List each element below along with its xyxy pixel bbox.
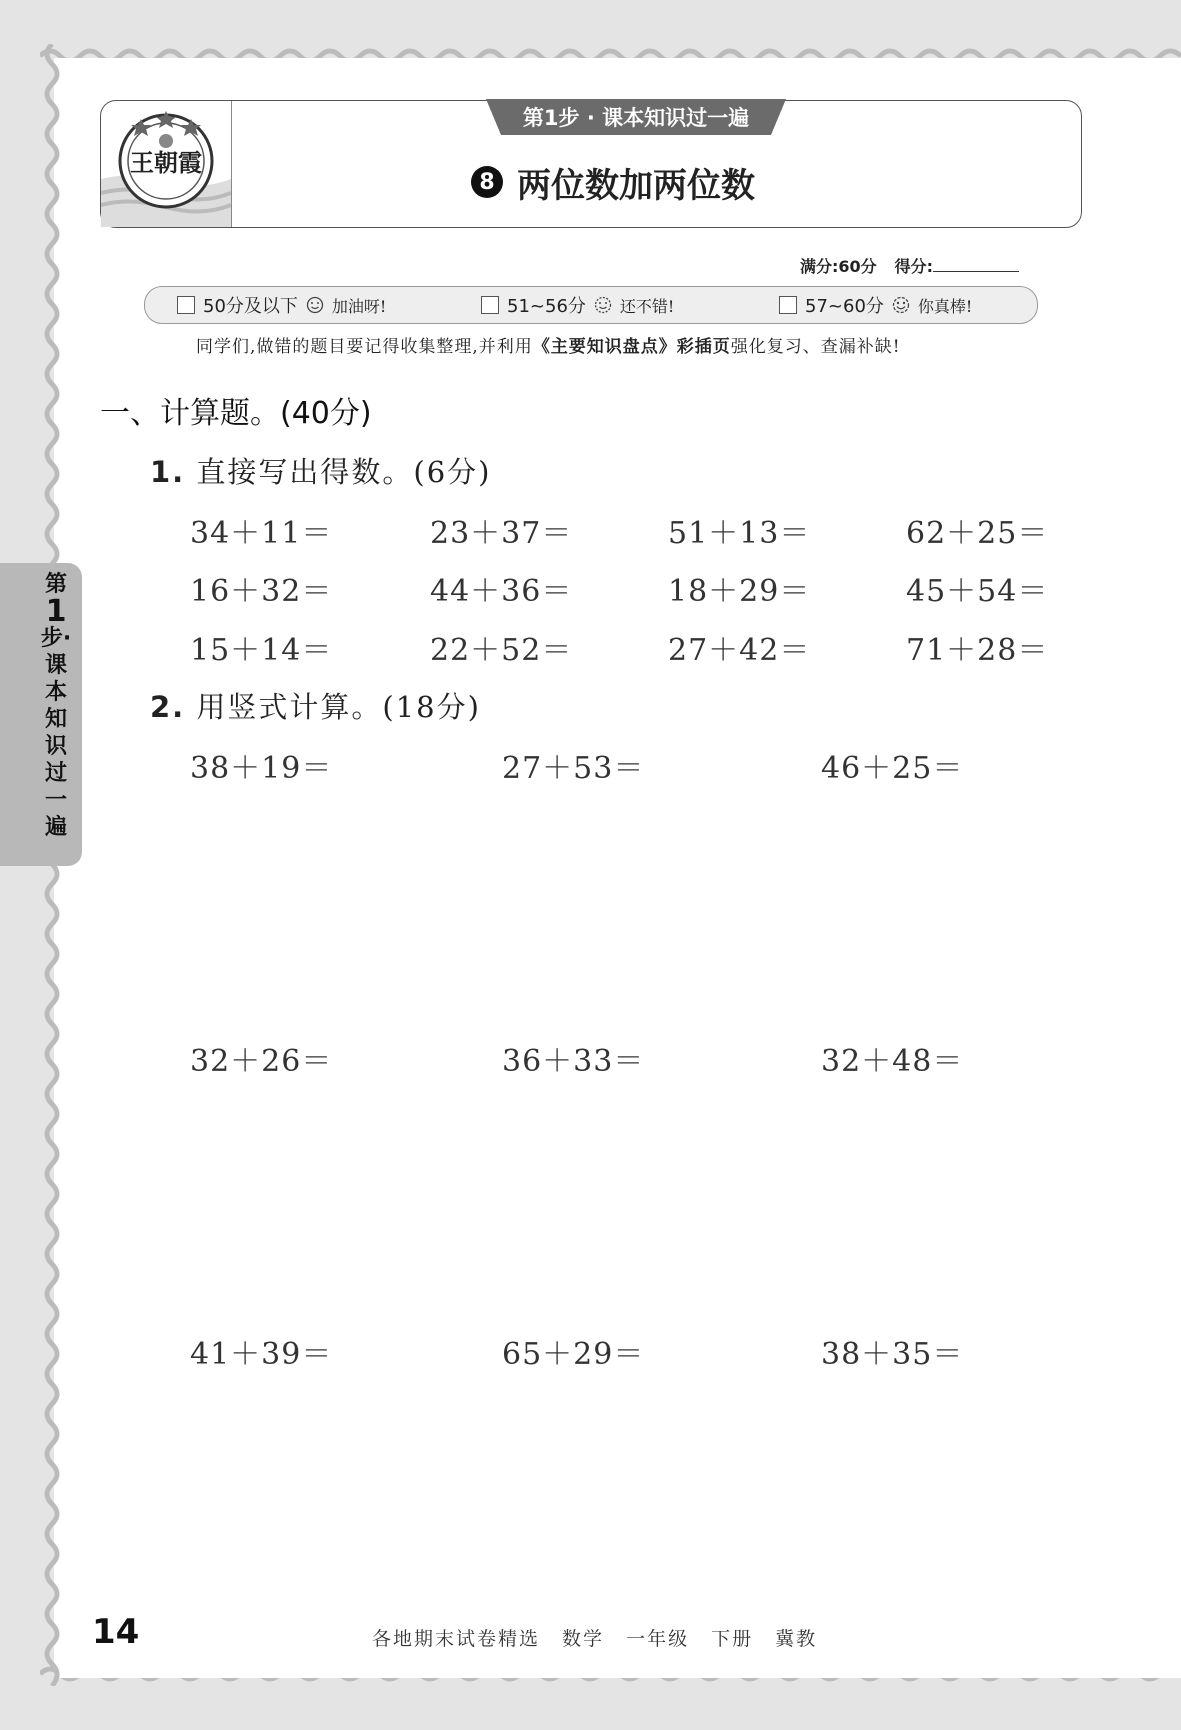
footer-title: 各地期末试卷精选 数学 一年级 下册 冀教	[372, 1628, 818, 1650]
grade-checkbox-high[interactable]	[779, 296, 797, 314]
grade-praise: 加油呀!	[331, 296, 387, 316]
vertical-calc-item: 46＋25＝	[821, 751, 964, 786]
lesson-number: 8	[471, 166, 503, 198]
oral-calc-item: 34＋11＝	[190, 516, 333, 551]
star-face-icon	[892, 296, 910, 314]
oral-calc-item: 23＋37＝	[430, 516, 573, 551]
side-step-tab	[0, 563, 82, 866]
vertical-calc-item: 65＋29＝	[502, 1337, 645, 1372]
grade-checkbox-low[interactable]	[177, 296, 195, 314]
full-score-label: 满分:60分	[800, 257, 877, 276]
lesson-title: 两位数加两位数	[517, 165, 755, 206]
vertical-calc-item: 27＋53＝	[502, 751, 645, 786]
grade-praise: 还不错!	[619, 296, 675, 316]
oral-calc-item: 27＋42＝	[668, 633, 811, 668]
smile-face-icon	[594, 296, 612, 314]
oral-calc-item: 22＋52＝	[430, 633, 573, 668]
side-tab-label: 第 1 步·课本知识过一遍	[40, 572, 72, 840]
score-blank[interactable]	[933, 257, 1019, 272]
logo-seal-icon	[101, 101, 231, 227]
grade-bar	[144, 286, 1038, 324]
logo-text: 王朝霞	[130, 148, 202, 177]
grade-checkbox-mid[interactable]	[481, 296, 499, 314]
vertical-calc-item: 32＋48＝	[821, 1044, 964, 1079]
oral-calc-item: 51＋13＝	[668, 516, 811, 551]
vertical-calc-item: 32＋26＝	[190, 1044, 333, 1079]
score-line	[800, 254, 1019, 277]
oral-calc-item: 44＋36＝	[430, 574, 573, 609]
grade-praise: 你真棒!	[917, 296, 973, 316]
question-1-title: 1. 直接写出得数。(6分)	[150, 455, 492, 489]
oral-calc-item: 16＋32＝	[190, 574, 333, 609]
vertical-calc-item: 38＋19＝	[190, 751, 333, 786]
oral-calc-item: 62＋25＝	[906, 516, 1049, 551]
lesson-title-row	[471, 157, 755, 207]
step-tab	[486, 99, 786, 137]
cheer-face-icon	[306, 296, 324, 314]
step-label: 第1步 · 课本知识过一遍	[522, 106, 750, 130]
vertical-calc-item: 38＋35＝	[821, 1337, 964, 1372]
notice-bold: 《主要知识盘点》彩插页	[532, 337, 731, 357]
grade-segment-low	[177, 290, 386, 320]
grade-range: 50分及以下	[203, 296, 298, 317]
vertical-calc-item: 36＋33＝	[502, 1044, 645, 1079]
review-notice: 同学们,做错的题目要记得收集整理,并利用《主要知识盘点》彩插页强化复习、查漏补缺!	[196, 337, 901, 357]
oral-calc-item: 18＋29＝	[668, 574, 811, 609]
oral-calc-item: 15＋14＝	[190, 633, 333, 668]
page-number: 14	[92, 1612, 140, 1652]
lesson-header	[100, 100, 1082, 228]
grade-segment-mid	[481, 290, 674, 320]
question-2-title: 2. 用竖式计算。(18分)	[150, 690, 481, 724]
got-score-label: 得分:	[895, 254, 1019, 277]
oral-calc-item: 71＋28＝	[906, 633, 1049, 668]
grade-segment-high	[779, 290, 972, 320]
oral-calc-item: 45＋54＝	[906, 574, 1049, 609]
grade-range: 51~56分	[507, 296, 586, 317]
section-title: 一、计算题。(40分)	[100, 396, 372, 431]
vertical-calc-item: 41＋39＝	[190, 1337, 333, 1372]
brand-logo	[101, 101, 232, 227]
grade-range: 57~60分	[805, 296, 884, 317]
